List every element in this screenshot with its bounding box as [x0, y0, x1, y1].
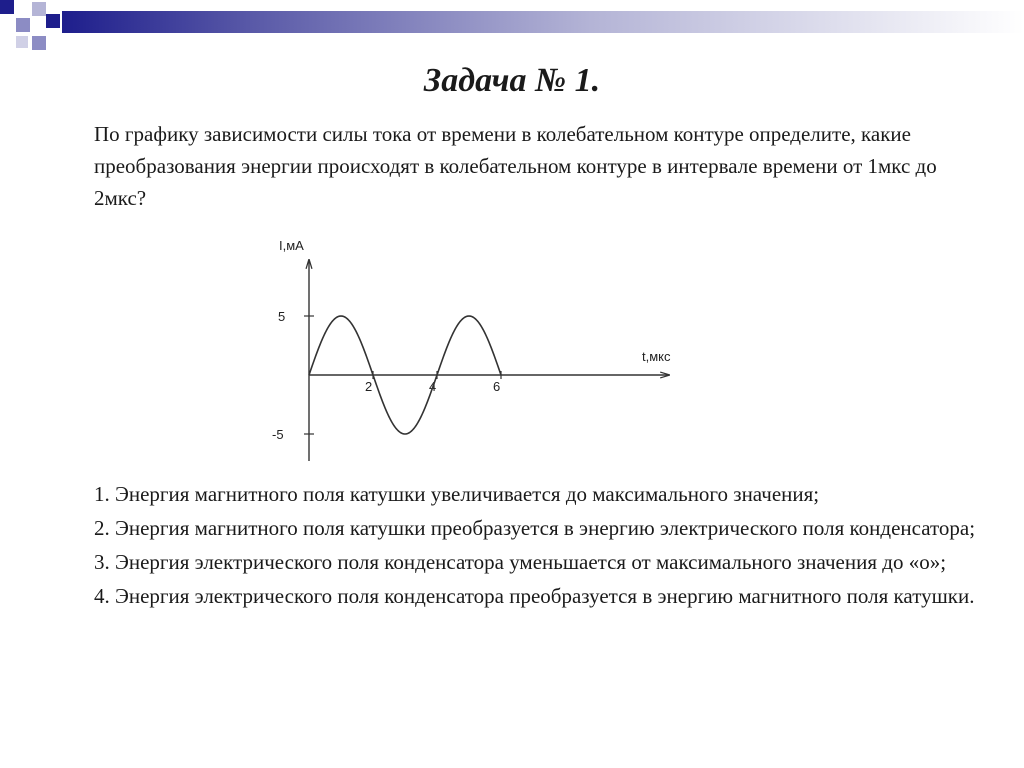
option-2[interactable]: 2. Энергия магнитного поля катушки преобразуется в энергию электрического поля конденсатора;	[94, 516, 976, 540]
decor-square-3	[32, 2, 46, 16]
current-time-chart	[262, 228, 702, 473]
decor-square-4	[46, 14, 60, 28]
option-4[interactable]: 4. Энергия электрического поля конденсатора преобразуется в энергию магнитного поля катушки.	[94, 584, 975, 608]
answer-options	[94, 478, 1004, 614]
decor-square-1	[0, 0, 14, 14]
y-tick-label: 5	[278, 309, 286, 324]
x-tick-label: 6	[493, 379, 501, 394]
x-tick-label: 4	[429, 379, 437, 394]
page-title: Задача № 1.	[423, 62, 601, 99]
decor-square-6	[16, 36, 28, 48]
option-1[interactable]: 1. Энергия магнитного поля катушки увеличивается до максимального значения;	[94, 482, 820, 506]
decor-stripe	[62, 11, 1024, 33]
question-text: По графику зависимости силы тока от времени в колебательном контуре определите, какие преобразования энергии происходят в колебательном контуре в интервале времени от 1мкс до 2мкс?	[94, 122, 937, 210]
decor-square-2	[16, 18, 30, 32]
y-axis-label: I,мА	[279, 238, 304, 253]
y-tick-label: -5	[272, 427, 284, 442]
decor-square-5	[32, 36, 46, 50]
chart-svg	[262, 228, 702, 468]
x-tick-label: 2	[365, 379, 373, 394]
x-axis-label: t,мкс	[642, 349, 671, 364]
option-3[interactable]: 3. Энергия электрического поля конденсатора уменьшается от максимального значения до «о»;	[94, 550, 947, 574]
header-decoration	[0, 0, 1024, 60]
